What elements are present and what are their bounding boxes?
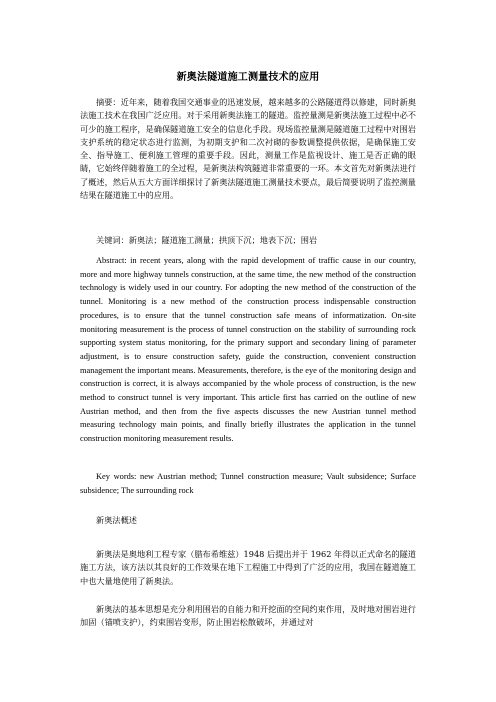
keywords-chinese <box>80 234 416 247</box>
body-paragraph-2 <box>80 603 416 630</box>
body-paragraph-1-text: 新奥法是奥地利工程专家（腊布希维兹）1948 后提出并于 1962 年得以正式命名的隧道施工方法，该方法以其良好的工作效果在地下工程施工中得到了广泛的应用，我国在隧道施工中也大量地使用了新奥法。 <box>80 549 416 586</box>
abstract-chinese <box>80 96 416 202</box>
abstract-chinese-text: 摘要：近年来，随着我国交通事业的迅速发展，越来越多的公路隧道得以修建，同时新奥法施工技术在我国广泛应用。对于采用新奥法施工的隧道。监控量测是新奥法施工过程中必不可少的施工程序，是确保隧道施工安全的信息化手段。现场监控量测是隧道施工过程中对围岩支护系统的稳定状态进行监测，为初期支护和二次衬砌的参数调整提供依据，是确保施工安全、指导施工、便利施工管理的重要手段。因此，测量工作是监视设计、施工是否正确的眼睛，它始终伴随着施工的全过程，是新奥法构筑隧道非常重要的一环。本文首先对新奥法进行了概述，然后从五大方面详细探讨了新奥法隧道施工测量技术要点，最后简要说明了监控测量结果在隧道施工中的应用。 <box>80 97 416 201</box>
keywords-english-text: Key words: new Austrian method; Tunnel construction measure; Vault subsidence; Surface subsidence; The surrounding rock <box>80 472 416 495</box>
document-title: 新奥法隧道施工测量技术的应用 <box>176 72 320 83</box>
keywords-english <box>80 470 416 497</box>
body-paragraph-1 <box>80 548 416 588</box>
abstract-english <box>80 254 416 446</box>
body-paragraph-2-text: 新奥法的基本思想是充分利用围岩的自能力和开挖面的空间约束作用，及时地对围岩进行加固（锚喷支护），约束围岩变形，防止围岩松散破坏，并通过对 <box>80 604 416 628</box>
section-heading <box>80 514 416 527</box>
section-heading-text: 新奥法概述 <box>96 515 137 525</box>
abstract-english-text: Abstract: in recent years, along with the rapid development of traffic cause in our country, more and more highway tunnels construction, at the same time, the new method of the construction technology is widely used in our country. For adopting the new method of the construction of the tunnel. Monitoring is a new method of the construction process indispensable construction procedures, is to ensure that the tunnel construction safe means of informatization. On-site monitoring measurement is the process of tunnel construction on the stability of surrounding rock supporting system status monitoring, for the primary support and secondary lining of parameter adjustment, is to ensure construction safety, guide the construction, convenient construction management the important means. Measurements, therefore, is the eye of the monitoring design and construction is correct, it is always accompanied by the whole process of construction, is the new method to construct tunnel is very important. This article first has carried on the outline of new Austrian method, and then from the five aspects discusses the new Austrian tunnel method measuring technology main points, and finally briefly illustrates the application in the tunnel construction monitoring measurement results. <box>80 256 416 444</box>
keywords-chinese-text: 关键词：新奥法；隧道施工测量；拱顶下沉；地表下沉；围岩 <box>96 235 318 245</box>
